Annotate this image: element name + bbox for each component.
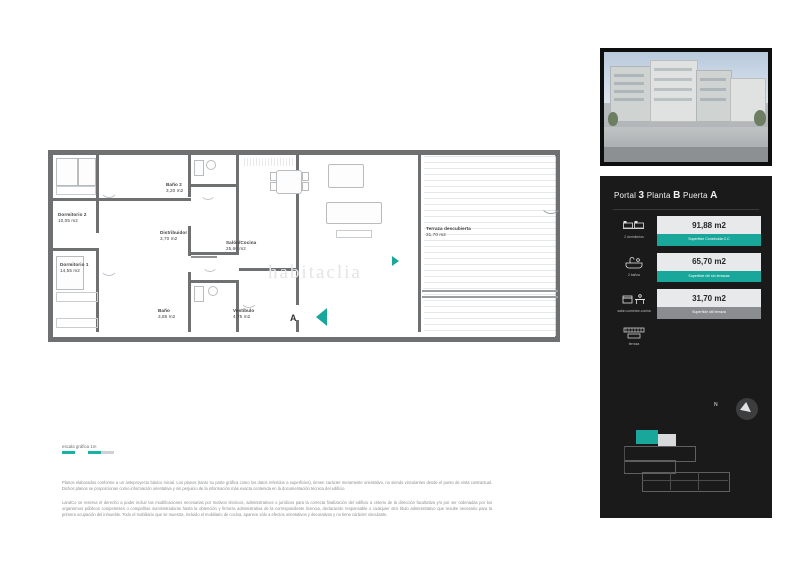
interior-wall — [236, 280, 239, 332]
armchair — [328, 164, 364, 188]
entrance-label: A — [290, 313, 297, 323]
watermark: habitaclia — [268, 262, 362, 283]
minimap-highlight — [636, 430, 658, 444]
chair — [270, 172, 277, 181]
divider — [613, 209, 759, 210]
value-column — [657, 253, 761, 283]
surface-row — [611, 289, 761, 319]
room-label-bano2: Baño 2 3,20 m2 — [166, 182, 184, 194]
scale-graphic — [62, 451, 114, 454]
dining-table — [276, 170, 302, 194]
compass — [714, 398, 758, 422]
legal-paragraph-2: LandCo se reserva el derecho a poder incluir las modificaciones necesarias por motivos técnicos, administrativos o jurídicos para la correcta finalización del edificio a criterio de la dirección facultativa y/o por ser ordenadas por los organismos públicos competentes o compañías suministradoras hasta la obtención y firmeza administrativa de la correspondiente licencia, declaración responsable o cualquier otro título administrativo que resulte necesario para la primera ocupación del inmueble. Todo el mobiliario que se muestra, incluido el mobiliario de cocina, aparece sólo a efectos orientativos y decorativos y no tiene carácter vinculante. — [62, 499, 492, 518]
terrace-icon — [623, 327, 645, 339]
wardrobe-furniture — [56, 292, 98, 302]
compass-needle — [740, 402, 754, 416]
scale-bar — [62, 444, 114, 454]
minimap-block — [642, 472, 730, 492]
sofa-table-icon — [622, 292, 646, 306]
room-label-salon-cocina: Salón/Cocina 25,60 m2 — [226, 240, 257, 252]
icon-column — [611, 324, 657, 346]
scale-label: escala gráfica 1m — [62, 444, 97, 449]
kitchen-counter — [244, 158, 294, 166]
icon-column — [611, 216, 657, 246]
surface-value: 65,70 m2 — [657, 253, 761, 271]
sofa — [326, 202, 382, 224]
legal-disclaimer — [62, 480, 492, 526]
door-swing — [100, 258, 118, 276]
door-swing — [202, 256, 218, 272]
icon-caption: terraza — [628, 342, 640, 347]
minimap-block — [658, 434, 676, 446]
bed-furniture — [56, 158, 78, 186]
tv-unit — [336, 230, 372, 238]
interior-wall — [96, 198, 191, 201]
terrace-decking — [424, 156, 556, 336]
room-label-dormitorio1: Dormitorio 1 14,55 m2 — [60, 262, 89, 274]
terrace-icon-row — [611, 324, 761, 346]
interior-wall — [191, 184, 239, 187]
building-photo-panel — [600, 48, 772, 166]
bath-icon — [624, 256, 644, 270]
compass-dial — [736, 398, 758, 420]
room-label-terraza: Terraza descubierta 31,70 m2 — [426, 226, 471, 238]
icon-caption: salón-comedor-cocina — [617, 309, 651, 314]
surface-row — [611, 216, 761, 246]
floor-plan — [40, 140, 570, 355]
building-photo — [604, 52, 768, 162]
legal-paragraph-1: Planos elaborados conforme a un anteproyecto básico inicial. Los planos (tanto su parte gráfica como los datos referidos a superficies), tienen carácter meramente orientativo, no siendo vinculantes desde el punto de vista contractual. Dichos planos se proporcionan como información orientativa y sin perjuicio de la información más exacta contenida en la documentación técnica del edificio. — [62, 480, 492, 492]
surface-rows — [611, 216, 761, 346]
interior-wall — [188, 155, 191, 197]
compass-label: N — [714, 402, 718, 408]
room-label-distribuidor: Distribuidor 3,70 m2 — [160, 230, 188, 242]
bathroom-fixture — [206, 160, 216, 170]
wardrobe-furniture — [56, 318, 98, 328]
icon-caption: 2 dormitorios — [624, 235, 644, 239]
terrace-access-arrow-icon — [392, 256, 399, 266]
value-column — [657, 289, 761, 319]
door-swing — [540, 192, 562, 214]
terrace-divider-wall — [418, 155, 421, 332]
bed-furniture — [78, 158, 96, 186]
surface-row — [611, 253, 761, 283]
surface-description: Superficie útil sin terrazas — [657, 271, 761, 283]
room-label-vestibulo: Vestíbulo 4,75 m2 — [233, 308, 255, 320]
interior-wall — [191, 252, 239, 255]
minimap-line — [642, 480, 728, 481]
chair — [302, 182, 309, 191]
bathroom-fixture — [194, 160, 204, 176]
surface-value: 31,70 m2 — [657, 289, 761, 307]
icon-column — [611, 289, 657, 319]
chair — [270, 182, 277, 191]
terrace-step — [422, 290, 558, 292]
chair — [302, 172, 309, 181]
interior-wall — [53, 248, 99, 251]
door-swing — [100, 180, 118, 198]
value-column — [657, 216, 761, 246]
interior-wall — [191, 280, 239, 283]
surface-description: Superficie útil terraza — [657, 307, 761, 319]
room-label-bano: Baño 3,85 m2 — [158, 308, 176, 320]
minimap-line — [670, 472, 671, 490]
unit-info-panel — [600, 176, 772, 518]
icon-caption: 2 baños — [627, 272, 641, 277]
door-swing — [200, 184, 216, 200]
bathroom-fixture — [194, 286, 204, 302]
surface-value: 91,88 m2 — [657, 216, 761, 234]
entrance-arrow-icon — [316, 308, 327, 326]
bathroom-fixture — [208, 286, 218, 296]
icon-column — [611, 253, 657, 283]
wardrobe-furniture — [56, 186, 96, 195]
door-swing — [240, 290, 258, 308]
site-minimap — [614, 428, 756, 506]
interior-wall — [96, 155, 99, 233]
room-label-dormitorio2: Dormitorio 2 10,05 m2 — [58, 212, 87, 224]
unit-title: Portal 3 Planta B Puerta A — [614, 190, 718, 201]
bed-icon — [623, 219, 645, 232]
terrace-step — [422, 296, 558, 298]
minimap-line — [698, 472, 699, 490]
interior-wall — [53, 198, 97, 201]
minimap-line — [624, 446, 625, 472]
surface-description: Superficie Construida C.C — [657, 234, 761, 246]
